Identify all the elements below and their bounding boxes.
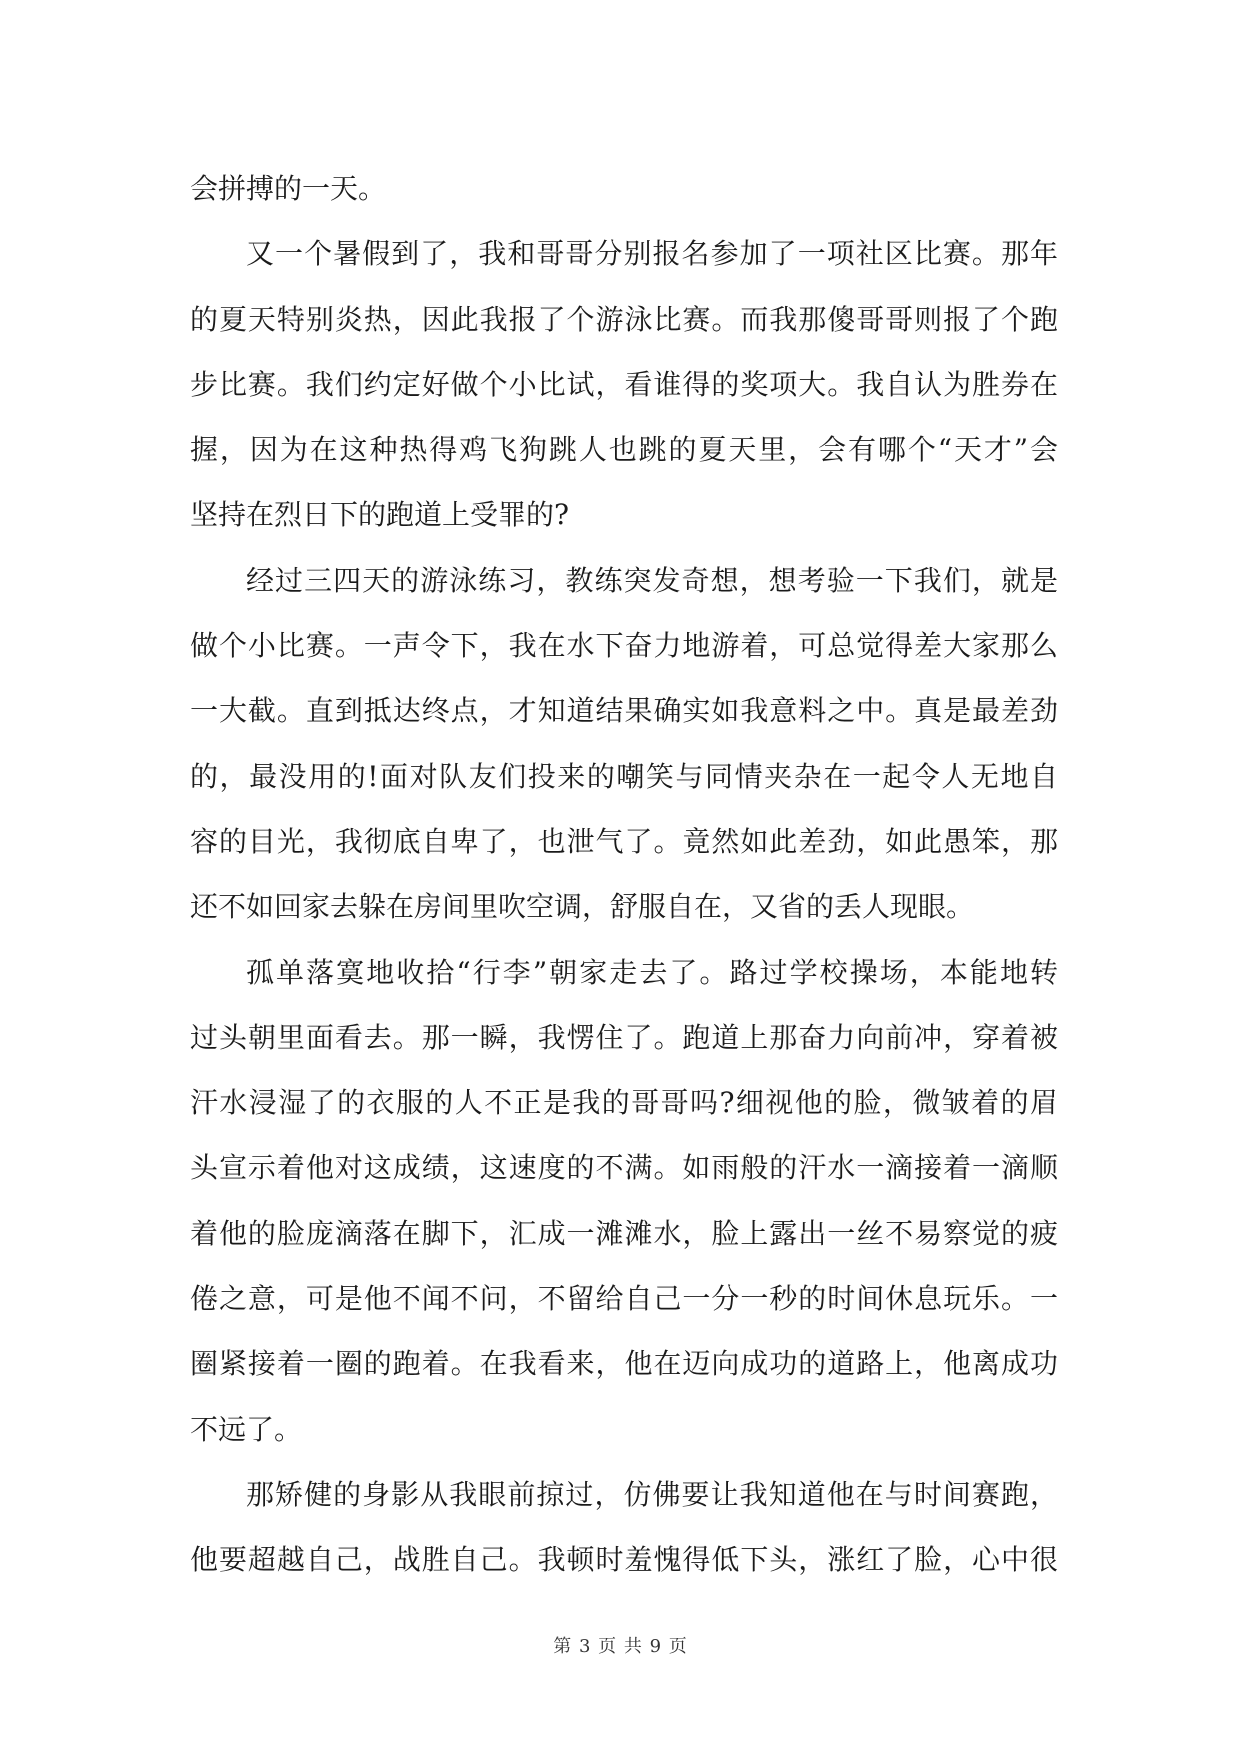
text-line: 倦之意，可是他不闻不问，不留给自己一分一秒的时间休息玩乐。一	[190, 1282, 1058, 1316]
text-line: 的，最没用的!面对队友们投来的嘲笑与同情夹杂在一起令人无地自	[190, 759, 1058, 793]
text-line: 过头朝里面看去。那一瞬，我愣住了。跑道上那奋力向前冲，穿着被	[190, 1020, 1058, 1054]
text-line: 那矫健的身影从我眼前掠过，仿佛要让我知道他在与时间赛跑，	[246, 1477, 1058, 1511]
text-line: 的夏天特别炎热，因此我报了个游泳比赛。而我那傻哥哥则报了个跑	[190, 302, 1058, 336]
text-line: 汗水浸湿了的衣服的人不正是我的哥哥吗?细视他的脸，微皱着的眉	[190, 1086, 1058, 1120]
text-line: 一大截。直到抵达终点，才知道结果确实如我意料之中。真是最差劲	[190, 694, 1058, 728]
text-line: 又一个暑假到了，我和哥哥分别报名参加了一项社区比赛。那年	[246, 237, 1058, 271]
text-line: 头宣示着他对这成绩，这速度的不满。如雨般的汗水一滴接着一滴顺	[190, 1151, 1058, 1185]
text-line: 容的目光，我彻底自卑了，也泄气了。竟然如此差劲，如此愚笨，那	[190, 824, 1058, 858]
text-line: 步比赛。我们约定好做个小比试，看谁得的奖项大。我自认为胜券在	[190, 367, 1058, 401]
text-line: 他要超越自己，战胜自己。我顿时羞愧得低下头，涨红了脸，心中很	[190, 1543, 1058, 1577]
text-line: 握，因为在这种热得鸡飞狗跳人也跳的夏天里，会有哪个“天才”会	[190, 433, 1058, 467]
text-line: 经过三四天的游泳练习，教练突发奇想，想考验一下我们，就是	[246, 563, 1058, 597]
text-line: 做个小比赛。一声令下，我在水下奋力地游着，可总觉得差大家那么	[190, 629, 1058, 663]
text-line: 坚持在烈日下的跑道上受罪的?	[190, 498, 570, 532]
text-line: 圈紧接着一圈的跑着。在我看来，他在迈向成功的道路上，他离成功	[190, 1347, 1058, 1381]
text-line: 着他的脸庞滴落在脚下，汇成一滩滩水，脸上露出一丝不易察觉的疲	[190, 1216, 1058, 1250]
text-line: 不远了。	[190, 1412, 303, 1446]
text-line: 会拼搏的一天。	[190, 172, 387, 205]
page-footer: 第 3 页 共 9 页	[553, 1636, 688, 1657]
text-line: 还不如回家去躲在房间里吹空调，舒服自在，又省的丢人现眼。	[190, 890, 975, 924]
document-body	[190, 156, 1058, 1593]
text-line: 孤单落寞地收拾“行李”朝家走去了。路过学校操场，本能地转	[246, 955, 1058, 989]
